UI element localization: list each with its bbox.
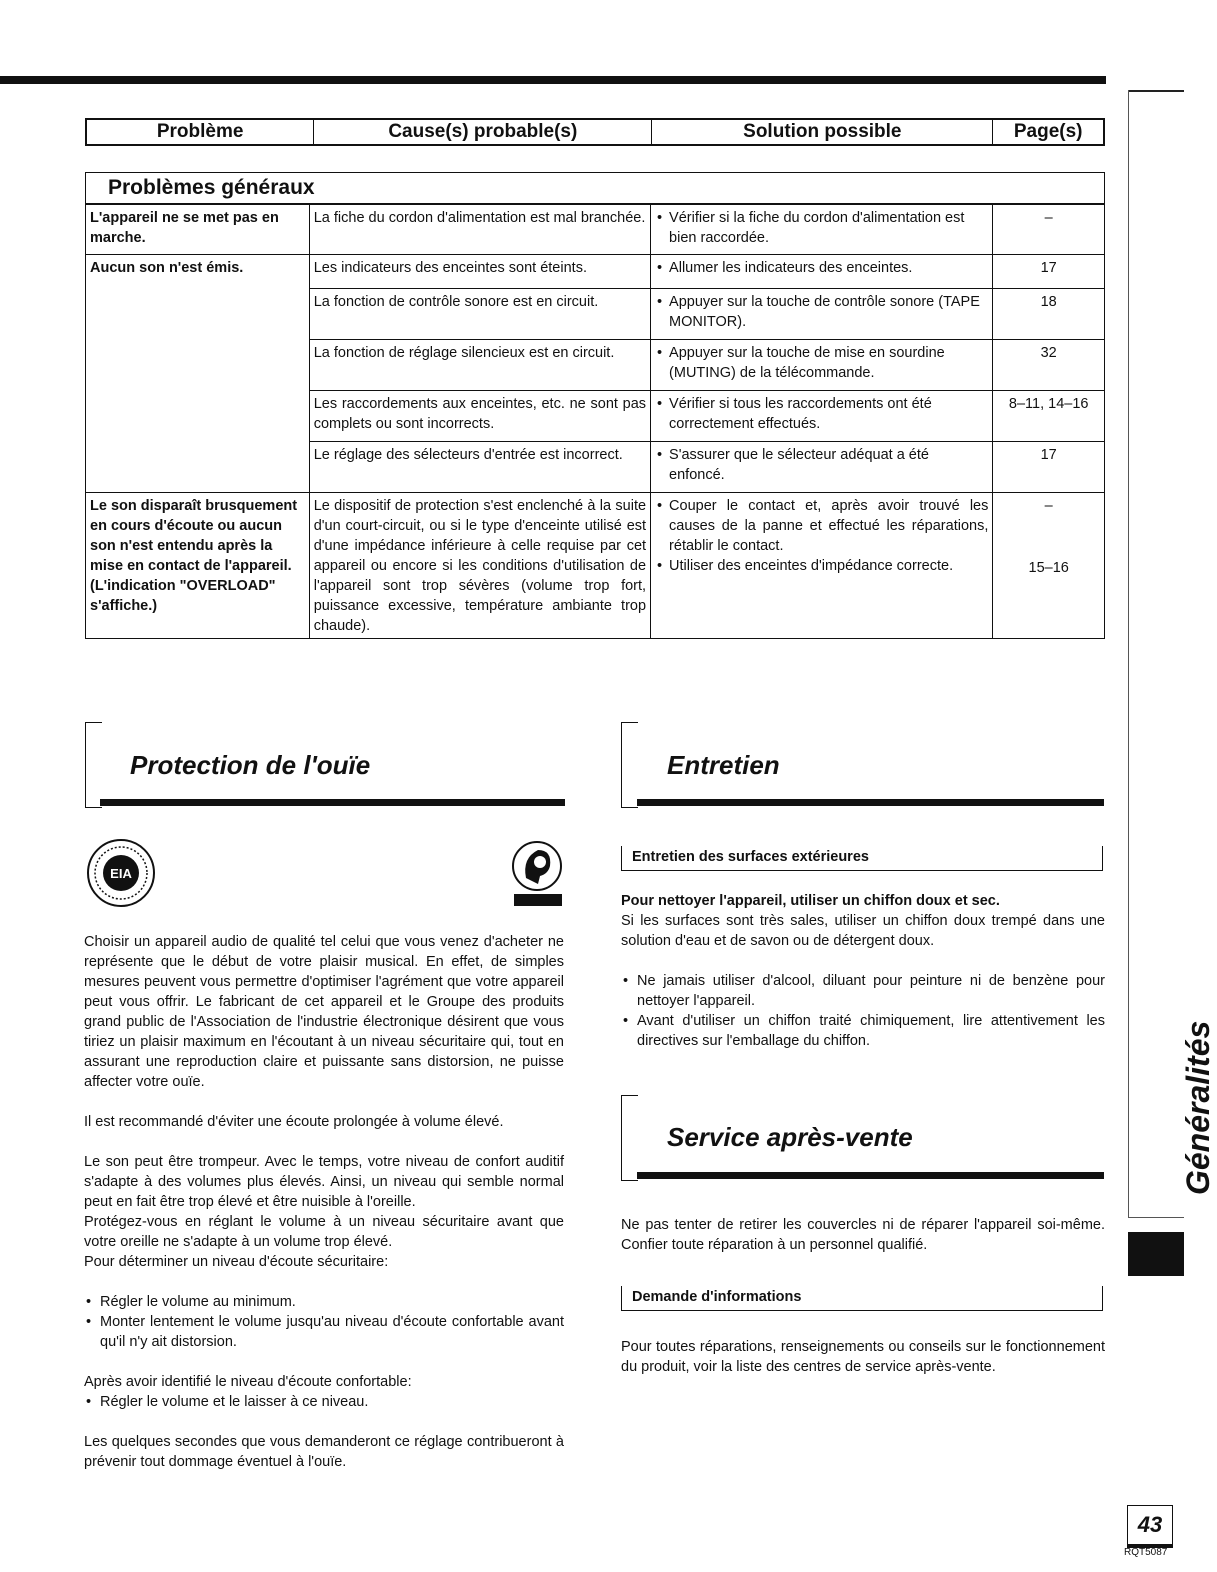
eia-logo xyxy=(86,838,156,908)
troubleshooting-table xyxy=(85,172,1105,639)
subsection-header: Demande d'informations xyxy=(621,1286,1103,1311)
table-row xyxy=(86,493,1104,639)
list-item: • Avant d'utiliser un chiffon traité chimiquement, lire attentivement les directives sur l'emballage du chiffon. xyxy=(621,1011,1105,1051)
bullet-list xyxy=(84,1392,564,1412)
problem-cell: Le son disparaît brusquement en cours d'écoute ou aucun son n'est entendu après la mise en contact de l'appareil. (L'indication "OVERLOAD" s'affiche.) xyxy=(86,493,309,639)
bullet-list xyxy=(621,971,1105,1051)
paragraph: Le son peut être trompeur. Avec le temps, votre niveau de confort auditif s'adapte à des volumes plus élevés. Ainsi, un niveau qui semble normal peut en fait être trop élevé et être nuisible à l'oreille. xyxy=(84,1154,564,1210)
section-bracket xyxy=(621,722,638,808)
list-item: • Monter lentement le volume jusqu'au niveau d'écoute confortable avant qu'il n'y ait distorsion. xyxy=(84,1312,564,1352)
service-body: Ne pas tenter de retirer les couvercles ni de réparer l'appareil soi-même. Confier toute réparation à un personnel qualifié. xyxy=(621,1217,1105,1253)
page-cell: 32 xyxy=(993,340,1104,391)
table-title: Problèmes généraux xyxy=(86,173,1104,204)
table-header xyxy=(85,118,1105,146)
cause-cell: Le dispositif de protection s'est enclenché à la suite d'un court-circuit, ou si le type d'enceinte utilisé est d'une impédance inférieure à celle requise par cet appareil ou encore si les conditions d'utilisation de l'appareil sont trop sévères (volume trop fort, puissance excessive, température ambiante trop chaude). xyxy=(309,493,650,639)
svg-text:EIA: EIA xyxy=(110,866,132,881)
solution-cell: • Appuyer sur la touche de contrôle sonore (TAPE MONITOR). xyxy=(655,292,988,332)
solution-cell: • Vérifier si la fiche du cordon d'alimentation est bien raccordée. xyxy=(655,208,988,248)
cause-cell: La fonction de contrôle sonore est en circuit. xyxy=(309,289,650,340)
bullet-list xyxy=(84,1292,564,1352)
cause-cell: Les indicateurs des enceintes sont éteints. xyxy=(309,255,650,289)
cause-cell: Les raccordements aux enceintes, etc. ne sont pas complets ou sont incorrects. xyxy=(309,391,650,442)
problem-cell: Aucun son n'est émis. xyxy=(86,255,309,493)
section-bracket xyxy=(85,722,102,808)
solution-cell: • S'assurer que le sélecteur adéquat a été enfoncé. xyxy=(655,445,988,485)
section-bracket xyxy=(621,1095,638,1181)
list-item: • Régler le volume au minimum. xyxy=(84,1292,564,1312)
entretien-body xyxy=(621,891,1105,1051)
solution-cell: • Allumer les indicateurs des enceintes. xyxy=(655,258,988,278)
side-rule xyxy=(1128,90,1184,92)
header-solution: Solution possible xyxy=(652,120,993,144)
paragraph: Les quelques secondes que vous demanderont ce réglage contribueront à prévenir tout dommage éventuel à l'ouïe. xyxy=(84,1434,564,1470)
section-rule xyxy=(100,799,565,806)
table-row xyxy=(86,255,1104,289)
header-pages: Page(s) xyxy=(1013,121,1083,142)
table-row xyxy=(86,205,1104,255)
cause-cell: La fiche du cordon d'alimentation est mal branchée. xyxy=(309,205,650,255)
cause-cell: La fonction de réglage silencieux est en circuit. xyxy=(309,340,650,391)
side-rule-bottom xyxy=(1128,1217,1184,1218)
protection-title: Protection de l'ouïe xyxy=(130,750,371,780)
page-number: 43 xyxy=(1127,1505,1173,1548)
service-title: Service après-vente xyxy=(667,1122,913,1152)
subsection-header: Entretien des surfaces extérieures xyxy=(621,846,1103,871)
paragraph: Après avoir identifié le niveau d'écoute confortable: xyxy=(84,1374,412,1390)
side-tab-label: Généralités xyxy=(1180,1020,1216,1195)
side-rule-vertical xyxy=(1128,90,1129,1218)
header-cause: Cause(s) probable(s) xyxy=(314,120,652,144)
side-tab-marker xyxy=(1128,1232,1184,1276)
paragraph: Pour déterminer un niveau d'écoute sécuritaire: xyxy=(84,1254,389,1270)
page-cell: 8–11, 14–16 xyxy=(993,391,1104,442)
section-rule xyxy=(637,1172,1104,1179)
paragraph: Protégez-vous en réglant le volume à un niveau sécuritaire avant que votre oreille ne s'adapte à un volume trop élevé. xyxy=(84,1214,564,1250)
list-item: • Ne jamais utiliser d'alcool, diluant pour peinture ni de benzène pour nettoyer l'appareil. xyxy=(621,971,1105,1011)
top-rule xyxy=(0,76,1106,84)
protection-body xyxy=(84,932,564,1472)
paragraph: Si les surfaces sont très sales, utiliser un chiffon doux trempé dans une solution d'eau et de savon ou de détergent doux. xyxy=(621,913,1105,949)
entretien-title: Entretien xyxy=(667,750,780,780)
cause-cell: Le réglage des sélecteurs d'entrée est incorrect. xyxy=(309,442,650,493)
page-cell: 18 xyxy=(993,289,1104,340)
page-cell: 15–16 xyxy=(1028,560,1069,576)
problem-cell: L'appareil ne se met pas en marche. xyxy=(86,205,309,255)
paragraph: Choisir un appareil audio de qualité tel celui que vous venez d'acheter ne représente que le début de votre plaisir musical. En effet, de simples mesures peuvent vous permettre d'optimiser l'agrément que votre appareil peut vous offrir. Le fabricant de cet appareil et le Groupe des produits grand public de l'Association de l'industrie électronique désirent que vous tiriez un plaisir maximum en l'écoutant à un niveau sécuritaire qui, tout en assurant une reproduction claire et puissante sans distorsion, ne puisse affecter votre ouïe. xyxy=(84,934,564,1090)
page-code: RQT5087 xyxy=(1124,1547,1168,1558)
solution-cell: • Vérifier si tous les raccordements ont été correctement effectués. xyxy=(655,394,988,434)
list-item: • Régler le volume et le laisser à ce niveau. xyxy=(84,1392,564,1412)
section-rule xyxy=(637,799,1104,806)
page-cell: – xyxy=(993,205,1104,255)
page-cell: – xyxy=(1044,498,1053,514)
solution-cell: • Couper le contact et, après avoir trouvé les causes de la panne et effectué les réparations, rétablir le contact. xyxy=(655,496,988,556)
service-body: Pour toutes réparations, renseignements ou conseils sur le fonctionnement du produit, voir la liste des centres de service après-vente. xyxy=(621,1339,1105,1375)
paragraph: Il est recommandé d'éviter une écoute prolongée à volume élevé. xyxy=(84,1114,504,1130)
solution-cell: • Utiliser des enceintes d'impédance correcte. xyxy=(655,556,988,576)
page-cell: 17 xyxy=(993,442,1104,493)
safe-listening-logo xyxy=(508,838,566,910)
page-cell: 17 xyxy=(993,255,1104,289)
solution-cell: • Appuyer sur la touche de mise en sourdine (MUTING) de la télécommande. xyxy=(655,343,988,383)
header-problem: Problème xyxy=(87,120,314,144)
paragraph: Pour nettoyer l'appareil, utiliser un chiffon doux et sec. xyxy=(621,893,1000,909)
